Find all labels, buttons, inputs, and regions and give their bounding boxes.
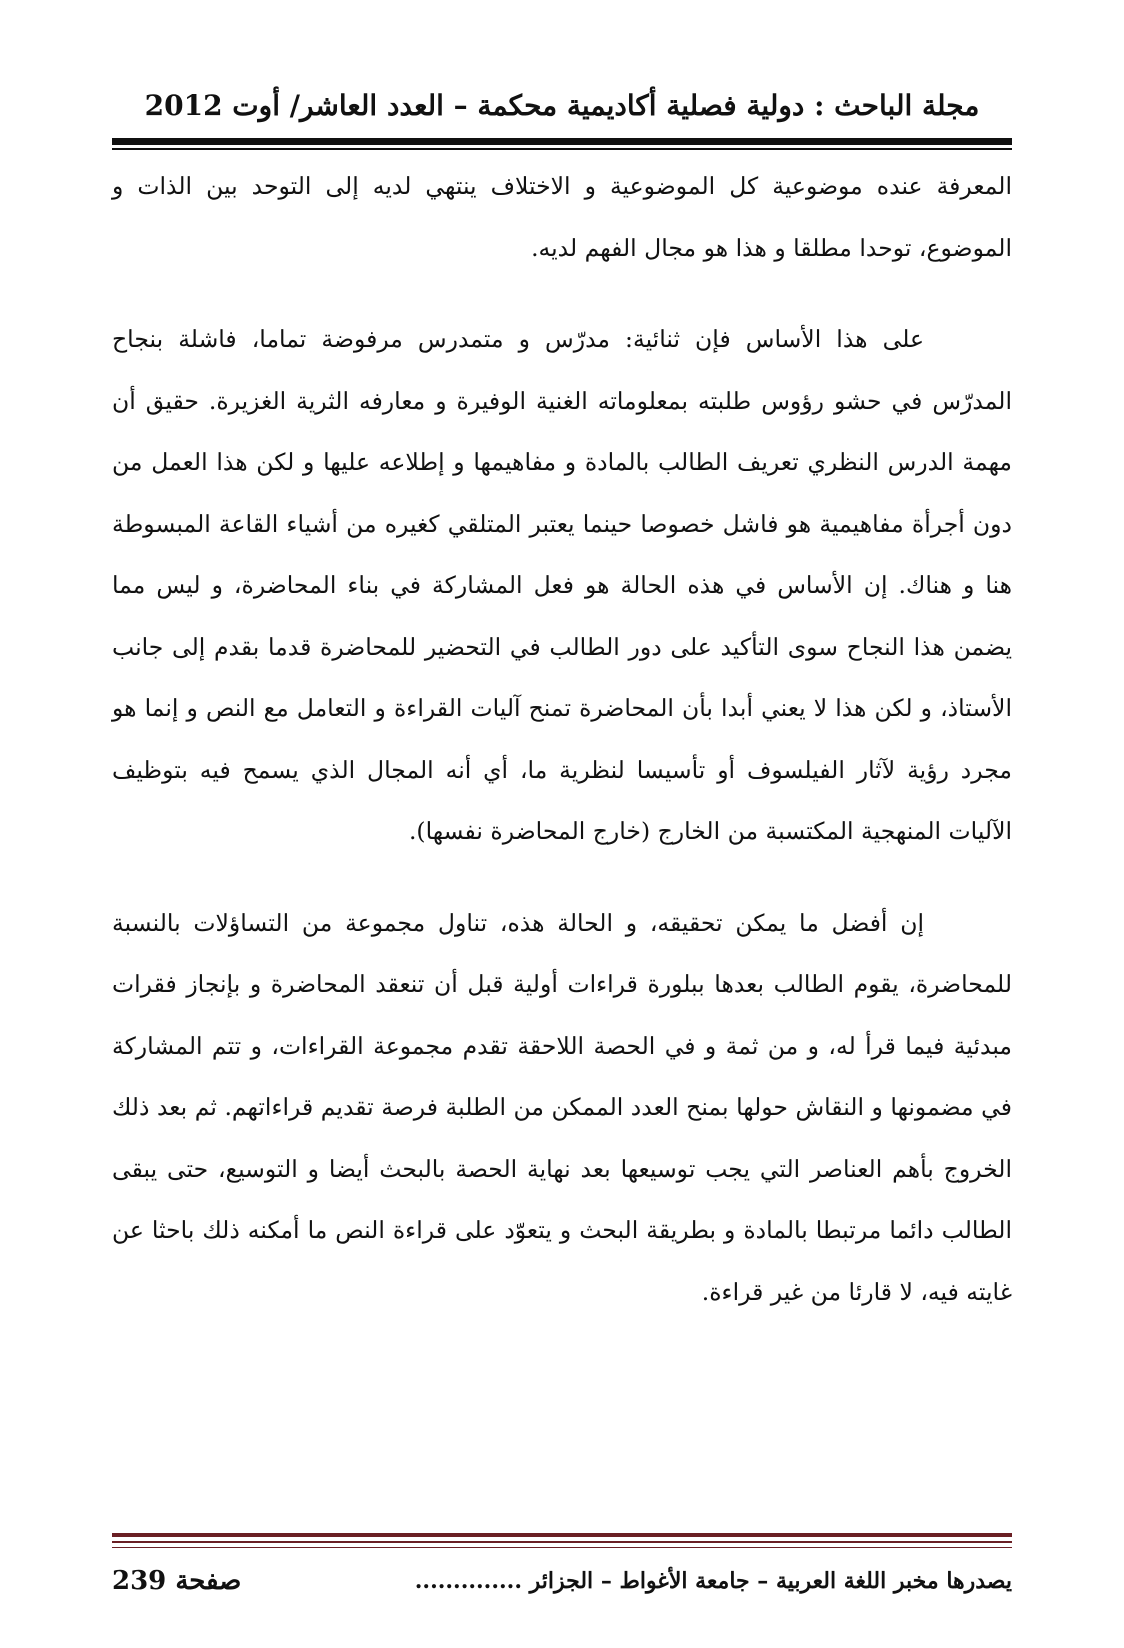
footer-rule — [112, 1533, 1012, 1537]
footer-rule — [112, 1547, 1012, 1548]
footer-publisher: يصدرها مخبر اللغة العربية – جامعة الأغواط – الجزائر .............. — [414, 1568, 1012, 1594]
journal-header: مجلة الباحث : دولية فصلية أكاديمية محكمة – العدد العاشر/ أوت 2012 — [144, 89, 980, 122]
paragraph-gap — [112, 279, 1012, 309]
article-body — [112, 156, 1012, 1323]
paragraph-1: المعرفة عنده موضوعية كل الموضوعية و الاختلاف ينتهي لديه إلى التوحد بين الذات و الموضوع، توحدا مطلقا و هذا هو مجال الفهم لديه. — [112, 172, 1012, 262]
paragraph-gap — [112, 863, 1012, 893]
page-number: صفحة 239 — [112, 1566, 242, 1596]
paragraph-2: على هذا الأساس فإن ثنائية: مدرّس و متمدرس مرفوضة تماما، فاشلة بنجاح المدرّس في حشو رؤوس طلبته بمعلوماته الغنية الوفيرة و معارفه الثرية الغزيرة. حقيق أن مهمة الدرس النظري تعريف الطالب بالمادة و مفاهيمها و إطلاعه عليها و لكن هذا العمل من دون أجرأة مفاهيمية هو فاشل خصوصا حينما يعتبر المتلقي كغيره من أشياء القاعة المبسوطة هنا و هناك. إن الأساس في هذه الحالة هو فعل المشاركة في بناء المحاضرة، و ليس مما يضمن هذا النجاح سوى التأكيد على دور الطالب في التحضير للمحاضرة قدما بقدم إلى جانب الأستاذ، و لكن هذا لا يعني أبدا بأن المحاضرة تمنح آليات القراءة و التعامل مع النص و إنما هو مجرد رؤية لآثار الفيلسوف أو تأسيسا لنظرية ما، أي أنه المجال الذي يسمح فيه بتوظيف الآليات المنهجية المكتسبة من الخارج (خارج المحاضرة نفسها). — [112, 325, 1012, 845]
page-footer — [112, 1568, 1012, 1608]
header-rule-thin — [112, 148, 1012, 150]
paragraph-3: إن أفضل ما يمكن تحقيقه، و الحالة هذه، تناول مجموعة من التساؤلات بالنسبة للمحاضرة، يقوم الطالب بعدها ببلورة قراءات أولية قبل أن تنعقد المحاضرة و بإنجاز فقرات مبدئية فيما قرأ له، و من ثمة و في الحصة اللاحقة تقدم مجموعة القراءات، و تتم المشاركة في مضمونها و النقاش حولها بمنح العدد الممكن من الطلبة فرصة تقديم قراءاتهم. ثم بعد ذلك الخروج بأهم العناصر التي يجب توسيعها بعد نهاية الحصة بالبحث أيضا و التوسيع، حتى يبقى الطالب دائما مرتبطا بالمادة و بطريقة البحث و يتعوّد على قراءة النص ما أمكنه ذلك باحثا عن غايته فيه، لا قارئا من غير قراءة. — [112, 908, 1012, 1306]
header-rule-thick — [112, 138, 1012, 145]
footer-rule — [112, 1541, 1012, 1543]
